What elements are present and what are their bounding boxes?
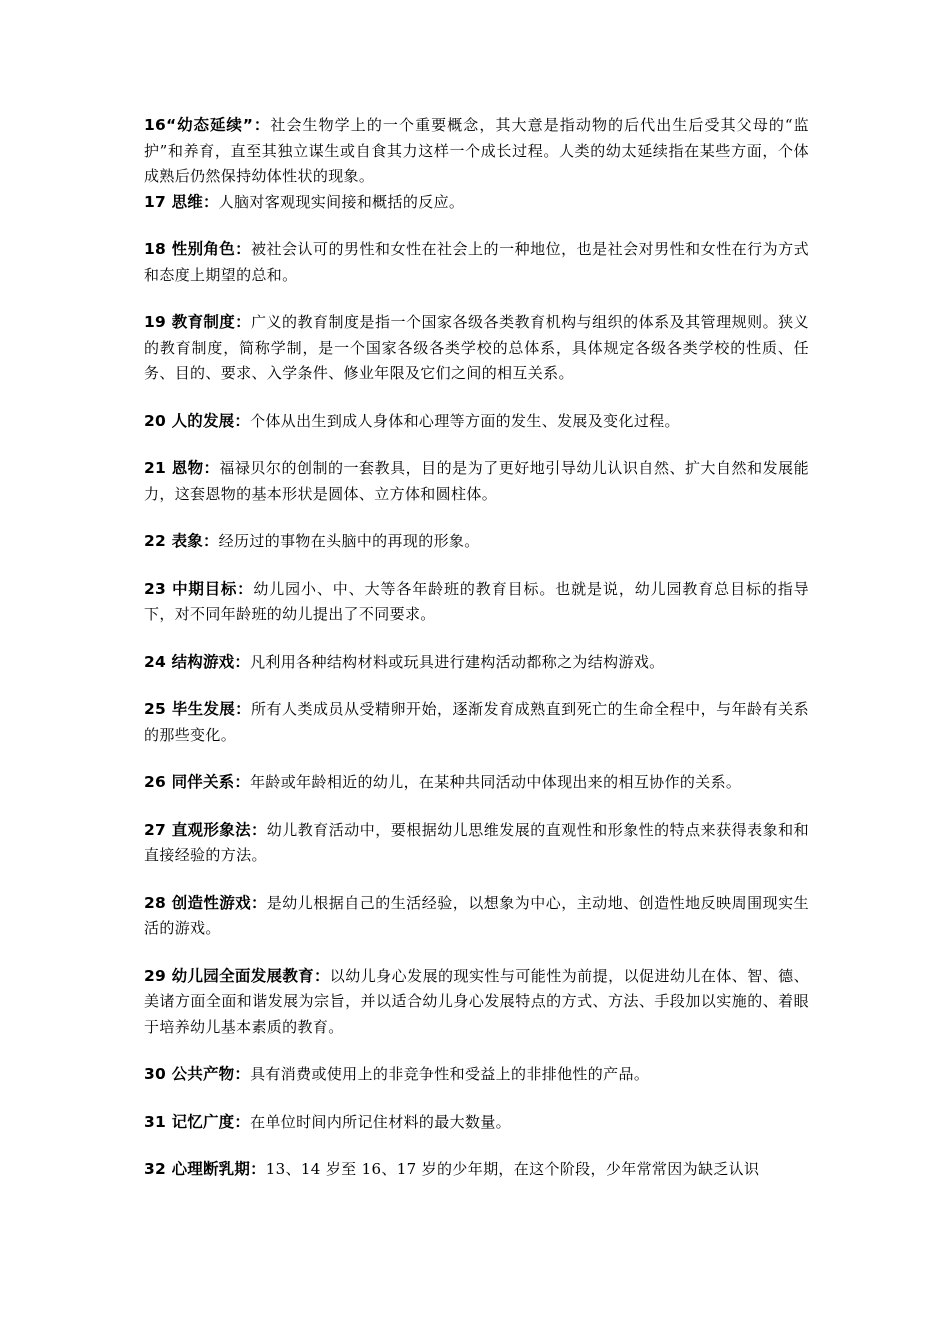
term-label: 21 恩物： [144,459,220,477]
term-label: 31 记忆广度： [144,1112,251,1131]
definition-entry-20 [144,409,809,435]
definition-entry-27 [144,818,809,869]
definition-text: 幼儿园小、中、大等各年龄班的教育目标。也就是说，幼儿园教育总目标的指导下，对不同年龄班的幼儿提出了不同要求。 [144,579,809,623]
definition-text: 人脑对客观现实间接和概括的反应。 [218,192,465,211]
definition-text: 所有人类成员从受精卵开始，逐渐发育成熟直到死亡的生命全程中，与年龄有关系的那些变化。 [144,700,809,744]
definition-entry-29 [144,964,809,1041]
definition-text: 具有消费或使用上的非竞争性和受益上的非排他性的产品。 [250,1065,650,1083]
definition-text: 凡利用各种结构材料或玩具进行建构活动都称之为结构游戏。 [250,652,665,671]
term-label: 24 结构游戏： [144,652,251,671]
definition-text: 以幼儿身心发展的现实性与可能性为前提，以促进幼儿在体、智、德、美诸方面全面和谐发展为宗旨，并以适合幼儿身心发展特点的方式、方法、手段加以实施的、着眼于培养幼儿基本素质的教育。 [144,966,809,1036]
definition-entry-23 [144,577,809,628]
definition-text: 13、14 岁至 16、17 岁的少年期，在这个阶段，少年常常因为缺乏认识 [265,1160,760,1178]
definition-entry-18 [144,237,809,288]
term-label: 30 公共产物： [144,1065,251,1083]
term-label: 18 性别角色： [144,240,251,258]
definition-entry-26 [144,770,809,796]
term-label: 16“幼态延续”： [144,116,271,134]
definition-entry-25 [144,697,809,748]
definition-entry-30 [144,1062,809,1088]
document-page [144,113,809,1205]
term-label: 25 毕生发展： [144,700,251,718]
definition-text: 幼儿教育活动中，要根据幼儿思维发展的直观性和形象性的特点来获得表象和和直接经验的方法。 [144,820,809,864]
definition-entry-28 [144,891,809,942]
definition-text: 被社会认可的男性和女性在社会上的一种地位，也是社会对男性和女性在行为方式和态度上期望的总和。 [144,240,809,284]
definition-text: 在单位时间内所记住材料的最大数量。 [250,1112,512,1131]
definition-text: 广义的教育制度是指一个国家各级各类教育机构与组织的体系及其管理规则。狭义的教育制度，简称学制，是一个国家各级各类学校的总体系，具体规定各级各类学校的性质、任务、目的、要求、入学条件、修业年限及它们之间的相互关系。 [144,313,809,382]
term-label: 26 同伴关系： [144,773,251,791]
term-label: 29 幼儿园全面发展教育： [144,966,330,985]
term-label: 19 教育制度： [144,313,251,331]
definition-entry-31 [144,1110,809,1136]
definition-entry-16 [144,113,809,190]
definition-entry-22 [144,529,809,555]
definition-entry-17 [144,190,809,216]
definition-entry-19 [144,310,809,387]
definition-text: 个体从出生到成人身体和心理等方面的发生、发展及变化过程。 [250,411,680,430]
definition-entry-32 [144,1157,809,1183]
term-label: 23 中期目标： [144,579,254,598]
term-label: 32 心理断乳期： [144,1160,266,1178]
term-label: 28 创造性游戏： [144,893,267,912]
definition-entry-24 [144,650,809,676]
definition-text: 年龄或年龄相近的幼儿，在某种共同活动中体现出来的相互协作的关系。 [250,773,742,791]
term-label: 20 人的发展： [144,411,251,430]
definition-text: 社会生物学上的一个重要概念，其大意是指动物的后代出生后受其父母的“监护”和养育，直至其独立谋生或自食其力这样一个成长过程。人类的幼太延续指在某些方面，个体成熟后仍然保持幼体性状的现象。 [144,116,809,185]
definition-text: 福禄贝尔的创制的一套教具，目的是为了更好地引导幼儿认识自然、扩大自然和发展能力，这套恩物的基本形状是圆体、立方体和圆柱体。 [144,459,809,503]
definition-text: 经历过的事物在头脑中的再现的形象。 [218,532,480,550]
definition-entry-21 [144,456,809,507]
definition-text: 是幼儿根据自己的生活经验，以想象为中心，主动地、创造性地反映周围现实生活的游戏。 [144,893,809,937]
term-label: 17 思维： [144,192,219,211]
term-label: 27 直观形象法： [144,820,267,839]
term-label: 22 表象： [144,532,219,550]
